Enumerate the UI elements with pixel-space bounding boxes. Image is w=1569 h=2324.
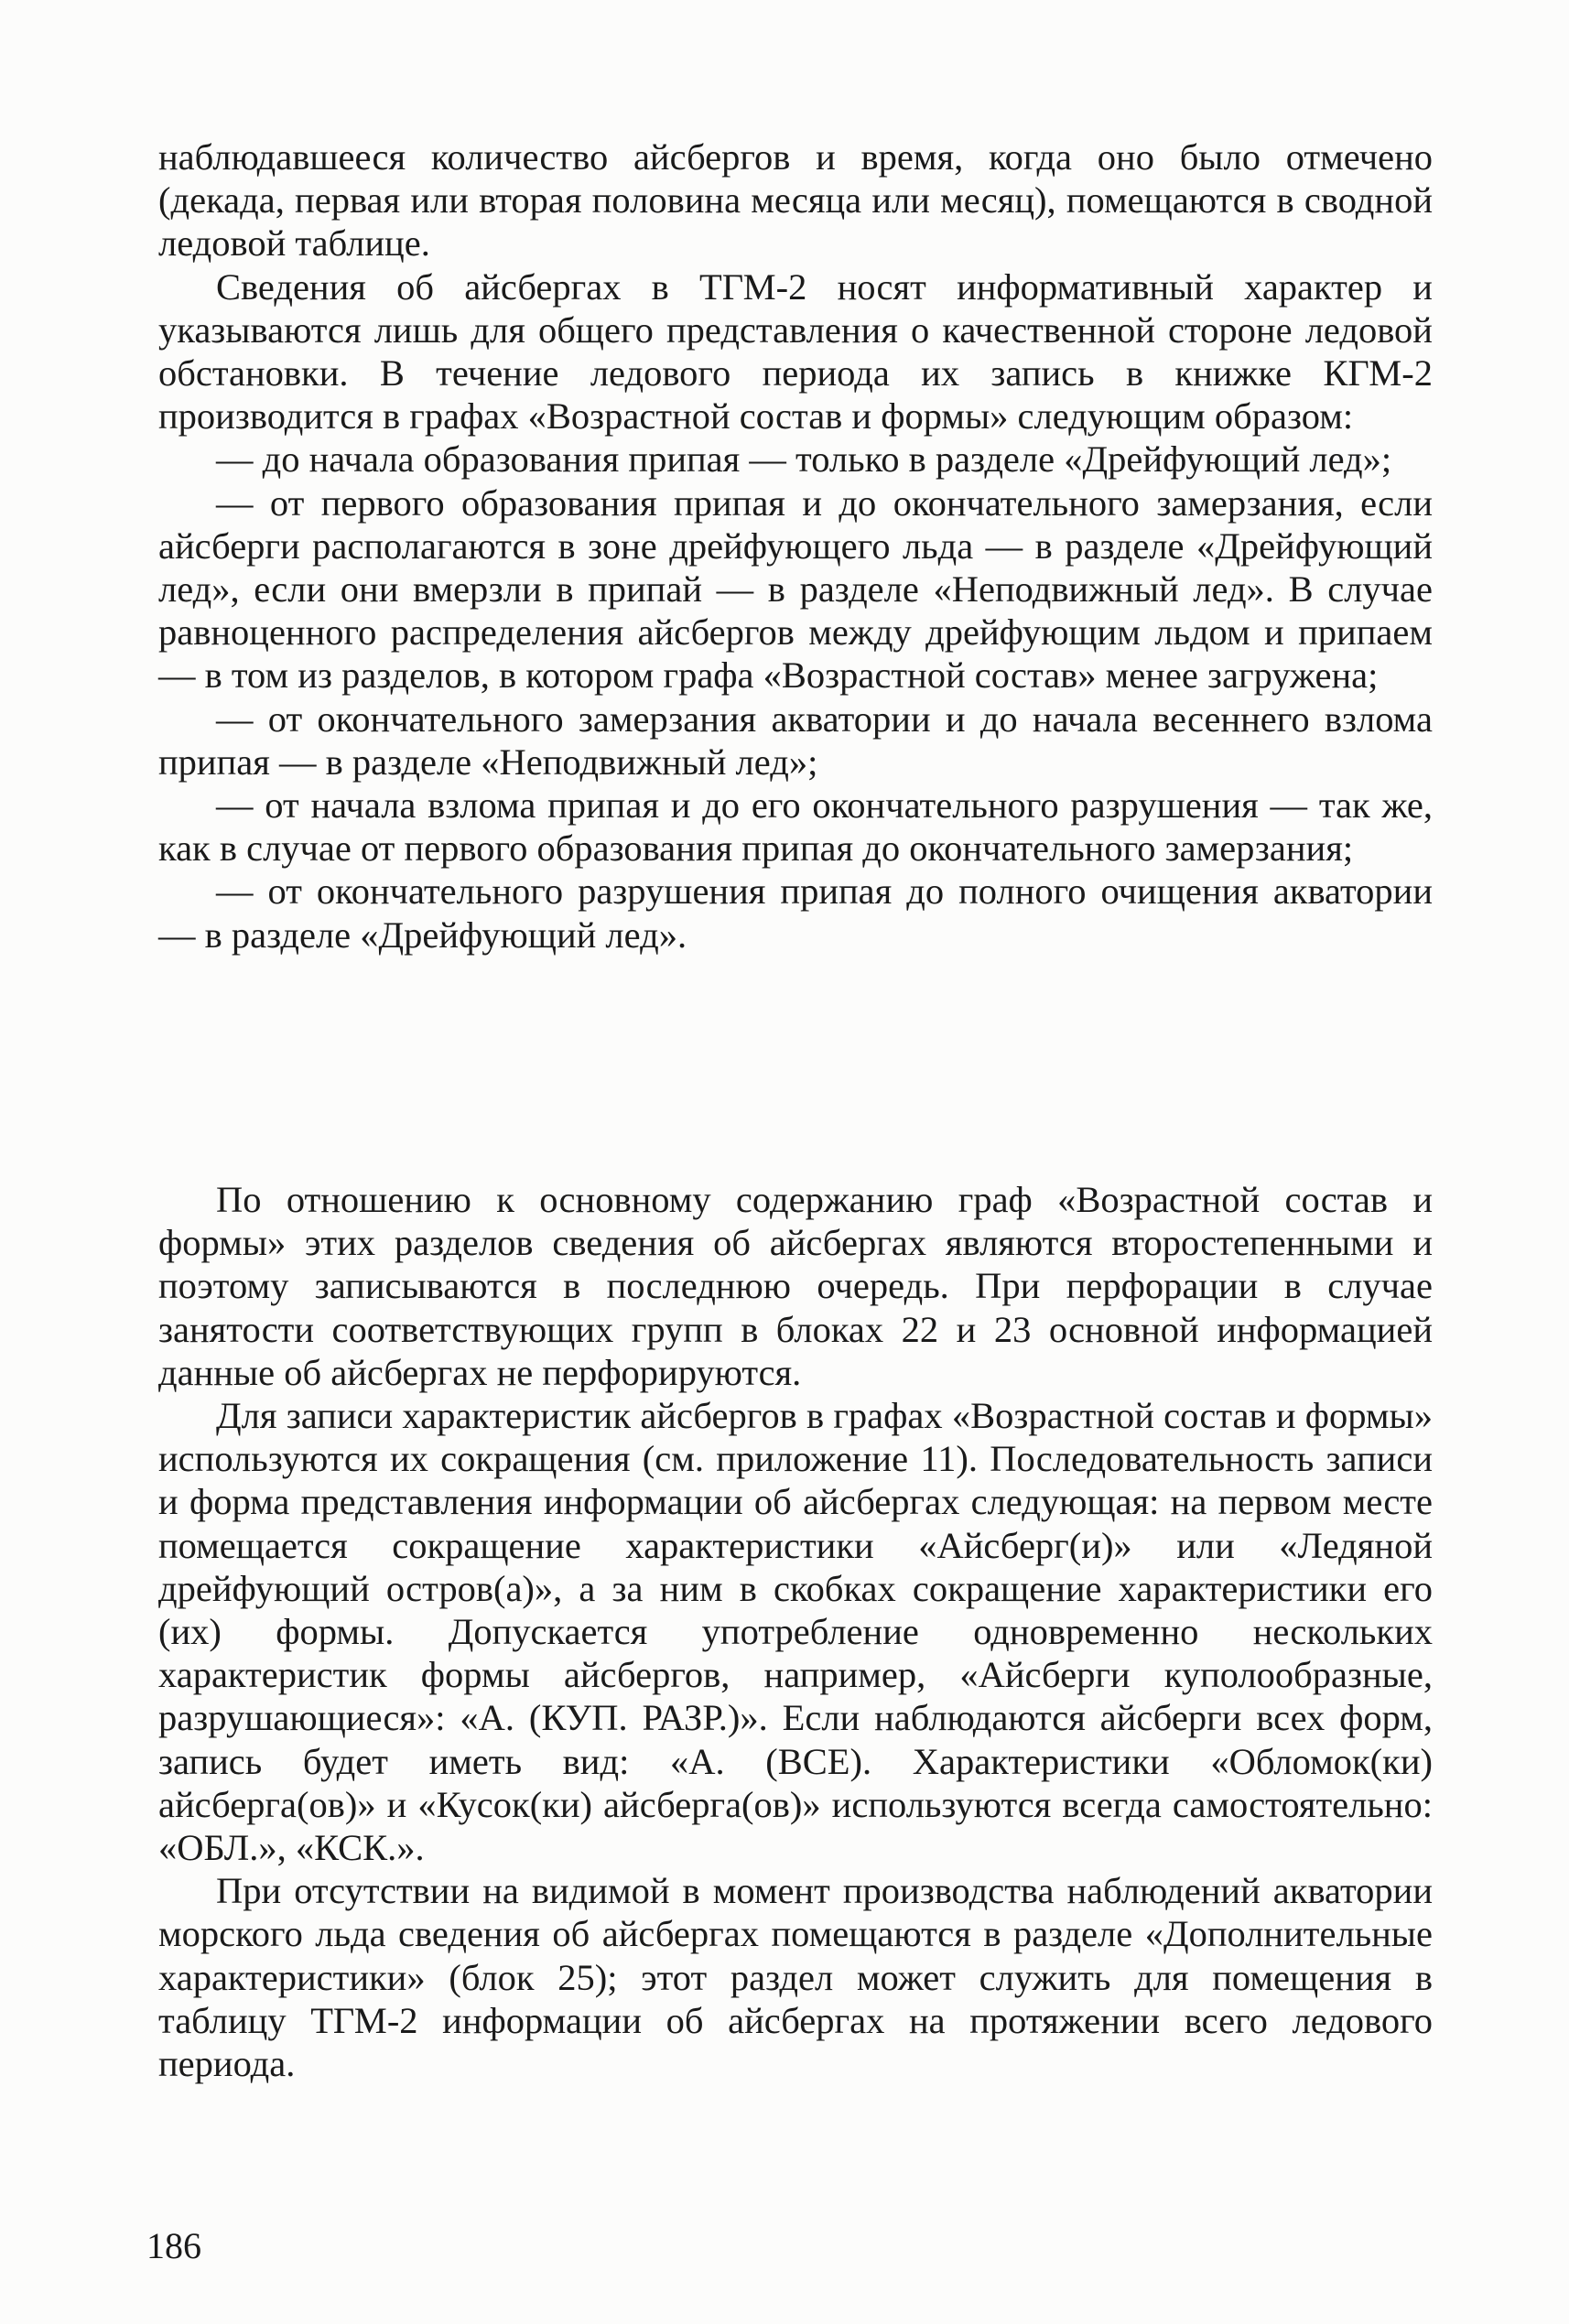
list-item-final-breakup: — от окончательного разрушения припая до полного очищения акватории — в разделе «Дрейфующий лед». xyxy=(158,870,1433,956)
page-number: 186 xyxy=(146,2225,201,2266)
text-section-2 xyxy=(158,1178,1433,2085)
paragraph-secondary-info: По отношению к основному содержанию граф «Возрастной состав и формы» этих разделов сведения об айсбергах являются второстепенными и поэтому записываются в последнюю очередь. При перфорации в случае занятости соответствующих групп в блоках 22 и 23 основной информацией данные об айсбергах не перфорируются. xyxy=(158,1179,1433,1393)
paragraph-additional-characteristics: При отсутствии на видимой в момент производства наблюдений акватории морского льда сведения об айсбергах помещаются в разделе «Дополнительные характеристики» (блок 25); этот раздел может служить для помещения в таблицу ТГМ-2 информации об айсбергах на протяжении всего ледового периода. xyxy=(158,1870,1433,2085)
list-item-final-freezing: — от окончательного замерзания акватории и до начала весеннего взлома припая — в разделе «Неподвижный лед»; xyxy=(158,697,1433,783)
list-item-breakup-start: — от начала взлома припая и до его окончательного разрушения — так же, как в случае от первого образования припая до окончательного замерзания; xyxy=(158,784,1433,870)
paragraph-iceberg-info: Сведения об айсбергах в ТГМ-2 носят информативный характер и указываются лишь для общего представления о качественной стороне ледовой обстановки. В течение ледового периода их запись в книжке КГМ-2 производится в графах «Возрастной состав и формы» следующим образом: xyxy=(158,265,1433,438)
paragraph-continuation: наблюдавшееся количество айсбергов и время, когда оно было отмечено (декада, первая или вторая половина месяца или месяц), помещаются в сводной ледовой таблице. xyxy=(158,136,1433,265)
paragraph-abbreviations: Для записи характеристик айсбергов в графах «Возрастной состав и формы» используются их сокращения (см. приложение 11). Последовательность записи и форма представления информации об айсбергах следующая: на первом месте помещается сокращение характеристики «Айсберг(и)» или «Ледяной дрейфующий остров(а)», а за ним в скобках сокращение характеристики его (их) формы. Допускается употребление одновременно нескольких характеристик формы айсбергов, например, «Айсберги куполообразные, разрушающиеся»: «А. (КУП. РАЗР.)». Если наблюдаются айсберги всех форм, запись будет иметь вид: «А. (ВСЕ). Характеристики «Обломок(ки) айсберга(ов)» и «Кусок(ки) айсберга(ов)» используются всегда самостоятельно: «ОБЛ.», «КСК.». xyxy=(158,1395,1433,1869)
list-item-before-fast-ice: — до начала образования припая — только в разделе «Дрейфующий лед»; xyxy=(216,438,1392,481)
text-section-1 xyxy=(158,135,1433,957)
list-item-first-formation: — от первого образования припая и до окончательного замерзания, если айсберги располагаются в зоне дрейфующего льда — в разделе «Дрейфующий лед», если они вмерзли в припай — в разделе «Неподвижный лед». В случае равноценного распределения айсбергов между дрейфующим льдом и припаем — в том из разделов, в котором графа «Возрастной состав» менее загружена; xyxy=(158,481,1433,697)
